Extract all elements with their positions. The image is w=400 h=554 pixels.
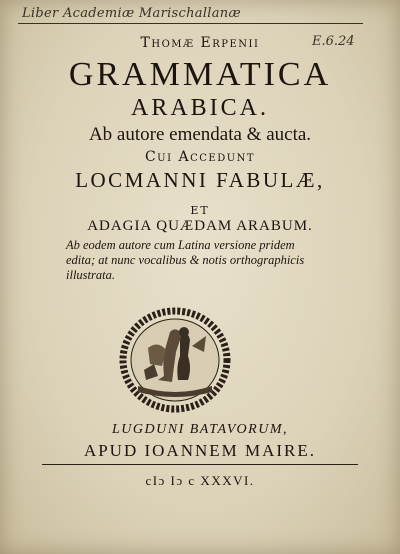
imprint-year: cIɔ Iɔ c XXXVI.: [145, 473, 255, 488]
accedunt-line: Cui Accedunt: [144, 149, 256, 165]
description-line: Ab eodem autore cum Latina versione pridem: [66, 238, 295, 252]
printer-device-emblem: [118, 306, 232, 414]
fables-line: LOCMANNI FABULÆ,: [75, 168, 325, 192]
ownership-inscription: Liber Academiæ Marischallanæ: [22, 6, 241, 21]
imprint-rule: [42, 464, 358, 465]
inscription-underline: [18, 23, 363, 24]
description-line: edita; at nunc vocalibus & notis orthographicis: [66, 253, 305, 267]
shelfmark: E.6.24: [312, 34, 355, 49]
et-line: ET: [190, 204, 210, 217]
title-line-1: GRAMMATICA: [68, 56, 332, 93]
author-name: Thomæ Erpenii: [140, 35, 260, 51]
adagia-line: ADAGIA QUÆDAM ARABUM.: [87, 218, 313, 234]
description-block: [66, 238, 366, 283]
imprint-place: LUGDUNI BATAVORUM,: [112, 422, 288, 437]
description-line: illustrata.: [66, 268, 115, 282]
title-line-2: ARABICA.: [130, 95, 269, 121]
imprint-printer: APUD IOANNEM MAIRE.: [83, 441, 317, 460]
subtitle: Ab autore emendata & aucta.: [88, 124, 312, 145]
